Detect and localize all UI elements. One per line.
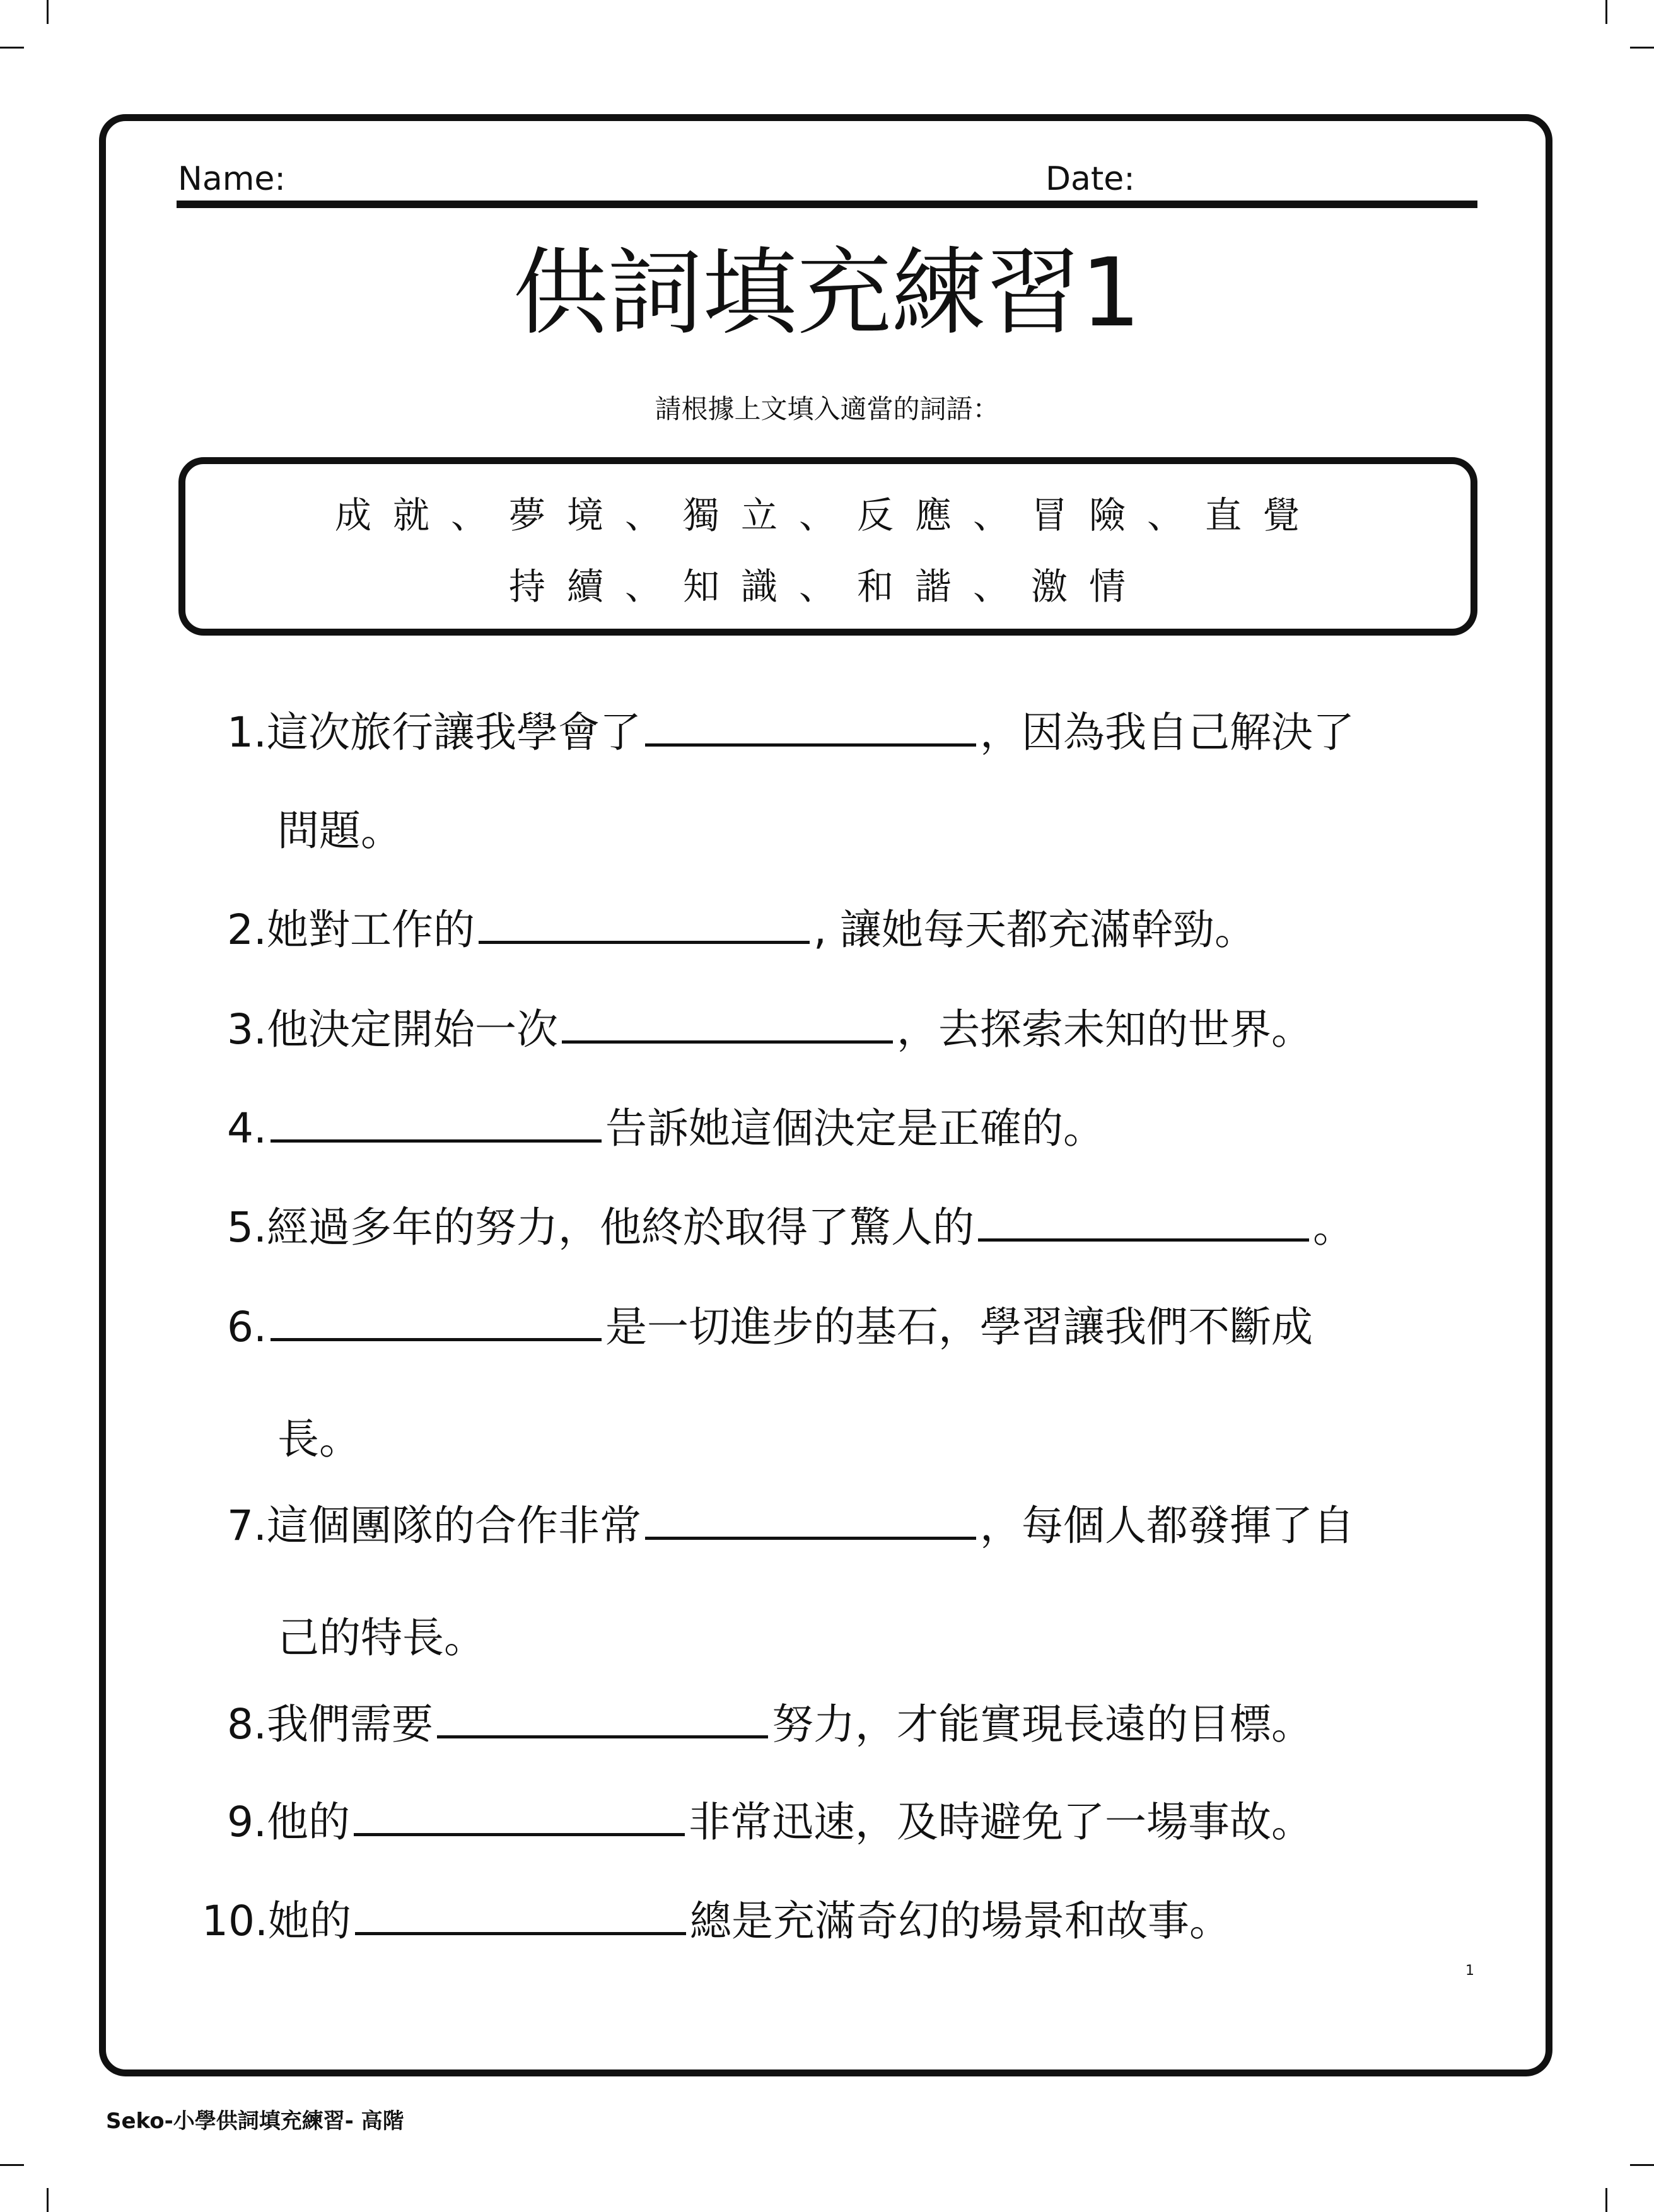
answer-blank[interactable] (271, 1305, 602, 1341)
answer-blank[interactable] (355, 1899, 686, 1935)
question-item (227, 1501, 1354, 1550)
question-item (227, 1005, 1313, 1054)
question-text-before: 這次旅行讓我學會了 (266, 708, 641, 757)
answer-blank[interactable] (479, 908, 810, 944)
question-number: 2. (227, 905, 267, 954)
question-number: 7. (227, 1501, 267, 1550)
footer-text: Seko-小學供詞填充練習- 高階 (106, 2109, 404, 2134)
answer-blank[interactable] (354, 1800, 685, 1836)
question-text-after: ，每個人都發揮了自 (979, 1501, 1354, 1550)
instruction-text: 請根據上文填入適當的詞語： (655, 393, 999, 424)
question-item (227, 905, 1256, 954)
question-number: 10. (202, 1897, 268, 1945)
question-text-before: 他決定開始一次 (266, 1005, 558, 1054)
question-text-after: 努力，才能實現長遠的目標。 (771, 1700, 1313, 1749)
question-item (227, 708, 1354, 757)
question-continuation: 己的特長。 (277, 1614, 486, 1662)
question-text-before: 他的 (266, 1798, 350, 1846)
question-text-after: , 讓她每天都充滿幹勁。 (813, 905, 1256, 954)
answer-blank[interactable] (437, 1703, 768, 1738)
crop-mark (1605, 2188, 1607, 2212)
question-text-after: ，去探索未知的世界。 (896, 1005, 1313, 1054)
question-number: 9. (227, 1798, 267, 1846)
question-item (227, 1104, 1105, 1153)
name-label: Name: (178, 160, 286, 198)
question-number: 1. (227, 708, 267, 757)
crop-mark (47, 0, 49, 24)
question-text-after: 告訴她這個決定是正確的。 (605, 1104, 1105, 1153)
crop-mark (0, 2164, 24, 2166)
word-bank-row-2: 持續、知識、和諧、激情 (508, 565, 1147, 608)
question-text-after: 非常迅速，及時避免了一場事故。 (688, 1798, 1313, 1846)
crop-mark (1630, 47, 1654, 49)
page-number: 1 (1465, 1963, 1474, 1979)
crop-mark (47, 2188, 49, 2212)
question-item (227, 1303, 1313, 1351)
question-number: 6. (227, 1303, 267, 1351)
question-text-after: 總是充滿奇幻的場景和故事。 (689, 1897, 1231, 1945)
question-continuation: 問題。 (277, 806, 402, 855)
question-number: 3. (227, 1005, 267, 1054)
date-label: Date: (1045, 160, 1135, 198)
page-title: 供詞填充練習1 (513, 238, 1141, 348)
question-number: 8. (227, 1700, 267, 1749)
question-text-before: 她的 (267, 1897, 351, 1945)
question-number: 4. (227, 1104, 267, 1153)
crop-mark (0, 47, 24, 49)
question-text-after: 是一切進步的基石，學習讓我們不斷成 (605, 1303, 1313, 1351)
question-text-before: 經過多年的努力，他終於取得了驚人的 (266, 1203, 974, 1252)
answer-blank[interactable] (978, 1206, 1309, 1242)
question-item (227, 1798, 1313, 1846)
question-text-before: 我們需要 (266, 1700, 433, 1749)
header-underline (177, 201, 1477, 208)
answer-blank[interactable] (645, 1504, 976, 1540)
question-text-before: 她對工作的 (266, 905, 475, 954)
word-bank (178, 457, 1477, 636)
question-item (227, 1203, 1354, 1252)
question-continuation: 長。 (277, 1415, 361, 1464)
question-item (227, 1700, 1313, 1749)
answer-blank[interactable] (271, 1107, 602, 1143)
question-text-after: 。 (1312, 1203, 1354, 1252)
word-bank-row-1: 成就、夢境、獨立、反應、冒險、直覺 (334, 494, 1321, 537)
crop-mark (1630, 2164, 1654, 2166)
question-text-before: 這個團隊的合作非常 (266, 1501, 641, 1550)
answer-blank[interactable] (562, 1008, 893, 1044)
question-number: 5. (227, 1203, 267, 1252)
crop-mark (1605, 0, 1607, 24)
question-text-after: ，因為我自己解決了 (979, 708, 1354, 757)
question-item (202, 1897, 1231, 1945)
answer-blank[interactable] (645, 711, 976, 747)
